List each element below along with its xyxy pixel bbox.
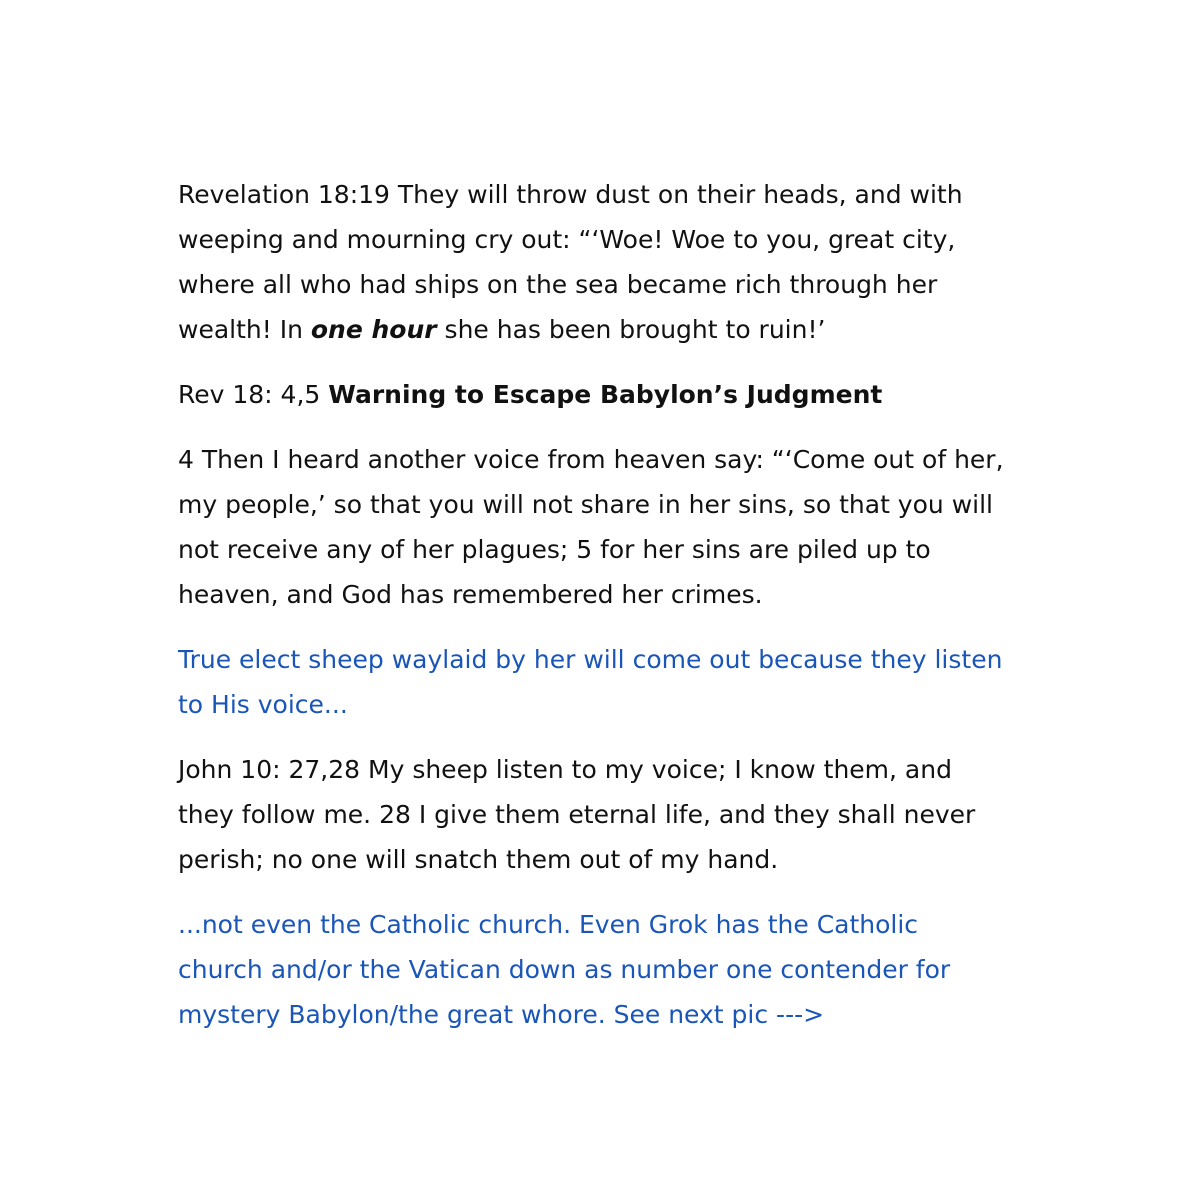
paragraph-revelation-18-19 xyxy=(178,172,1008,352)
emphasis-one-hour: one hour xyxy=(310,315,437,344)
commentary-elect-sheep: True elect sheep waylaid by her will come out because they listen to His voice... xyxy=(178,645,1003,719)
document-body xyxy=(178,172,1008,1057)
commentary-catholic-church: ...not even the Catholic church. Even Grok has the Catholic church and/or the Vatican down as number one contender for mystery Babylon/the great whore. See next pic ---> xyxy=(178,910,951,1029)
verse-text-end: she has been brought to ruin!’ xyxy=(436,315,826,344)
paragraph-rev-18-heading xyxy=(178,372,1008,417)
section-heading: Warning to Escape Babylon’s Judgment xyxy=(328,380,883,409)
paragraph-john-10: John 10: 27,28 My sheep listen to my voice; I know them, and they follow me. 28 I give them eternal life, and they shall never perish; no one will snatch them out of my hand. xyxy=(178,755,976,874)
paragraph-rev-18-4-5: 4 Then I heard another voice from heaven say: “‘Come out of her, my people,’ so that you will not share in her sins, so that you will not receive any of her plagues; 5 for her sins are piled up to heaven, and God has remembered her crimes. xyxy=(178,445,1004,609)
verse-text-start: Revelation 18:19 They will throw dust on their heads, and with weeping and mourning cry out: “‘Woe! Woe to you, great city, where all who had ships on the sea became rich through her wealth! In xyxy=(178,180,963,344)
verse-reference: Rev 18: 4,5 xyxy=(178,380,329,409)
